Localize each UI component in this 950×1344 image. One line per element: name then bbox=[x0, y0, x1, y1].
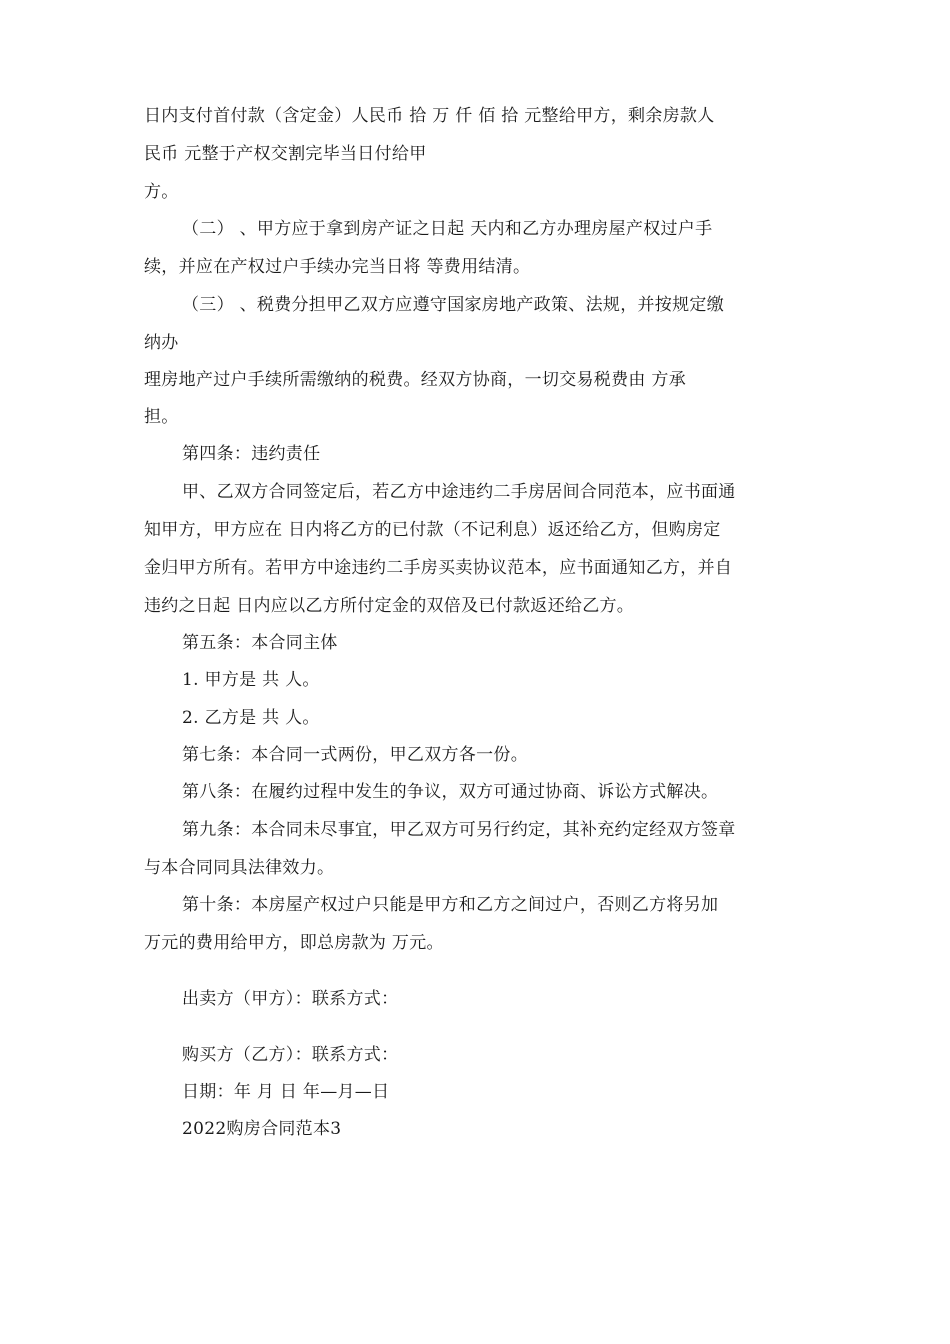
article-5-item-2: 2. 乙方是 共 人。 bbox=[182, 708, 320, 728]
clause-2-line-1: （二） 、甲方应于拿到房产证之日起 天内和乙方办理房屋产权过户手 bbox=[182, 219, 713, 239]
article-8: 第八条：在履约过程中发生的争议，双方可通过协商、诉讼方式解决。 bbox=[182, 782, 719, 802]
buyer-signature-line: 购买方（乙方）：联系方式： bbox=[182, 1045, 399, 1065]
article-4-heading: 第四条：违约责任 bbox=[182, 444, 321, 464]
article-7: 第七条：本合同一式两份，甲乙双方各一份。 bbox=[182, 745, 528, 765]
article-9-line-1: 第九条：本合同未尽事宜，甲乙双方可另行约定，其补充约定经双方签章 bbox=[182, 820, 736, 840]
clause-3-line-1: （三） 、税费分担甲乙双方应遵守国家房地产政策、法规，并按规定缴 bbox=[182, 295, 725, 315]
article-5-item-1: 1. 甲方是 共 人。 bbox=[182, 670, 320, 690]
text-line-1: 日内支付首付款（含定金）人民币 拾 万 仟 佰 拾 元整给甲方，剩余房款人 bbox=[144, 106, 715, 126]
article-10-line-1: 第十条：本房屋产权过户只能是甲方和乙方之间过户，否则乙方将另加 bbox=[182, 895, 719, 915]
text-line-3: 方。 bbox=[144, 182, 179, 202]
article-4-line-1: 甲、乙双方合同签定后，若乙方中途违约二手房居间合同范本，应书面通 bbox=[182, 482, 736, 502]
text-line-2: 民币 元整于产权交割完毕当日付给甲 bbox=[144, 144, 427, 164]
seller-signature-line: 出卖方（甲方）：联系方式： bbox=[182, 989, 399, 1009]
article-10-line-2: 万元的费用给甲方，即总房款为 万元。 bbox=[144, 933, 444, 953]
clause-2-line-2: 续，并应在产权过户手续办完当日将 等费用结清。 bbox=[144, 257, 531, 277]
clause-3-line-3: 理房地产过户手续所需缴纳的税费。经双方协商，一切交易税费由 方承 bbox=[144, 370, 687, 390]
clause-3-line-4: 担。 bbox=[144, 407, 179, 427]
article-9-line-2: 与本合同同具法律效力。 bbox=[144, 858, 335, 878]
article-4-line-3: 金归甲方所有。若甲方中途违约二手房买卖协议范本，应书面通知乙方，并自 bbox=[144, 558, 733, 578]
article-5-heading: 第五条：本合同主体 bbox=[182, 633, 338, 653]
clause-3-line-2: 纳办 bbox=[144, 333, 179, 353]
next-section-title: 2022购房合同范本3 bbox=[182, 1119, 342, 1139]
date-line: 日期：年 月 日 年—月—日 bbox=[182, 1082, 390, 1102]
article-4-line-2: 知甲方，甲方应在 日内将乙方的已付款（不记利息）返还给乙方，但购房定 bbox=[144, 520, 721, 540]
article-4-line-4: 违约之日起 日内应以乙方所付定金的双倍及已付款返还给乙方。 bbox=[144, 596, 635, 616]
